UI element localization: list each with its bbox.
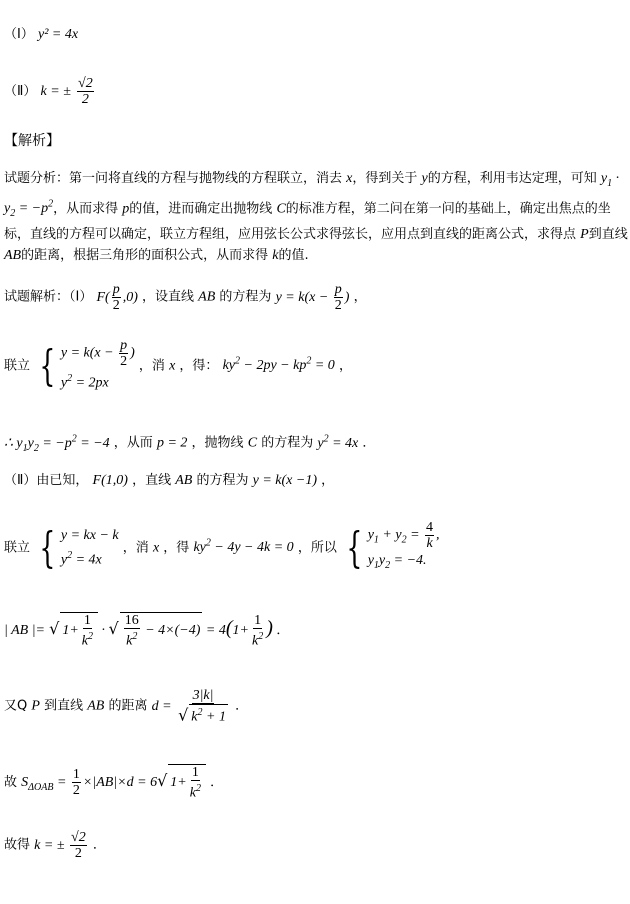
brace-icon: {	[346, 522, 363, 572]
text: ，所以	[297, 540, 337, 556]
brace-icon: {	[39, 522, 56, 572]
answer-part1	[4, 26, 78, 44]
text: 联立	[4, 358, 31, 374]
math-symbol: AB	[175, 473, 193, 488]
math-symbol: x	[346, 171, 353, 186]
answer-part2	[4, 76, 96, 107]
line-equation: y = k(x − $\frac{p}{2}$ )	[275, 282, 350, 313]
answer-expression: y² = 4x	[37, 27, 79, 42]
product-expression: ∴ $y_1y_2 = -p^2 = -4$	[4, 433, 110, 454]
distance-expression: d = $\frac{3|k|}{√ k^2 + 1}$	[151, 688, 226, 725]
text: ，	[321, 473, 335, 488]
text: ，消	[122, 540, 149, 556]
text: ，设直线	[142, 289, 195, 305]
brace-icon: {	[39, 340, 56, 390]
quadratic-equation: $ky^2 - 4y - 4k = 0$	[193, 537, 294, 556]
math-expression: y = k(x −1)	[252, 473, 318, 488]
text: 的值.	[278, 248, 309, 264]
text: ．	[210, 775, 224, 791]
text: ．	[276, 623, 290, 639]
text: 的距离，根据三角形的面积公式，从而求得	[21, 248, 269, 264]
analysis-paragraph	[4, 168, 628, 266]
text: 又Q	[4, 698, 28, 714]
text: 第一问将直线的方程与抛物线的方程联立，消去	[69, 171, 343, 186]
analysis-label: 试题分析：	[4, 171, 70, 186]
math-symbol: AB	[87, 698, 105, 714]
math-symbol: P	[31, 698, 40, 714]
text: 的方程，利用韦达定理，可知	[427, 171, 597, 186]
math-symbol: x	[152, 540, 160, 556]
part-label: （Ⅰ）	[4, 27, 34, 42]
math-symbol: p	[122, 201, 130, 217]
text: ．	[362, 435, 376, 451]
math-expression: p = 2	[156, 435, 188, 451]
area-expression: $S_{\Delta OAB}$ = $\frac{1}{2}$ ×|AB|×d = 6√ 1+ $\frac{1}{k^2}$	[21, 775, 206, 790]
text: 故	[4, 775, 18, 791]
chord-length-expression: √ 1+ $\frac{1}{k^2}$ · √ $\frac{16}{k^2}$ − 4×(−4) = 4(1+ $\frac{1}{k^2}$ )	[49, 613, 273, 649]
text: ，	[338, 358, 352, 374]
text: 到直线	[588, 227, 628, 243]
text: ．	[92, 837, 106, 853]
final-expression: k = ± $\frac{√2}{2}$	[34, 830, 86, 861]
text: ，得到关于	[352, 171, 418, 186]
text: ，	[353, 289, 367, 305]
text: 的值，进而确定出抛物线	[129, 201, 273, 217]
text: ，从而求得	[53, 201, 119, 217]
solution-line-1	[4, 282, 367, 313]
text: ，消	[138, 358, 165, 374]
numerator: √2	[78, 76, 93, 91]
text: ，得	[163, 540, 190, 556]
text: ，直线	[132, 473, 172, 488]
text: 故得	[4, 837, 31, 853]
text: 的距离	[108, 698, 148, 714]
math-symbol: AB	[198, 289, 216, 305]
math-symbol: x	[169, 358, 176, 374]
solution-label: 试题解析：（Ⅰ）	[4, 289, 93, 305]
final-answer-line	[4, 830, 106, 861]
math-symbol: C	[276, 201, 286, 217]
quadratic-equation: $ky^2 - 2py - kp^2 = 0$	[222, 355, 335, 374]
system-line-2	[4, 520, 440, 576]
vieta-system: { $y_1 + y_2$ = $\frac{4}{k}$ , $y_1y_2 = -4$.	[346, 520, 440, 572]
chord-length-line	[4, 612, 289, 649]
vieta-expression: $y_1 \cdot y_2 = -p^2$	[4, 171, 620, 220]
solution-line-2	[4, 430, 375, 457]
math-symbol: y	[421, 171, 428, 186]
math-expression: | AB |=	[4, 623, 45, 639]
answer-expression: k = ±	[40, 84, 71, 99]
text: 的方程为	[219, 289, 272, 305]
area-line	[4, 764, 223, 801]
math-symbol: AB	[4, 248, 22, 264]
system-line-1	[4, 338, 352, 394]
text: 到直线	[44, 698, 84, 714]
distance-line	[4, 688, 248, 725]
parabola-equation: $y^2 = 4x$	[317, 433, 359, 451]
text: 的标准方程，第二问在第一问的基础上，确定出焦点的坐标，直线的方程可以确定，联立方程组，应用弦长公式求得弦长，应用点到直线的距离公式，求得点	[4, 201, 611, 243]
part-label: （Ⅱ）	[4, 84, 37, 99]
text: 联立	[4, 540, 31, 556]
equation-system: { y = kx − k $y^2 = 4x$	[39, 522, 119, 572]
text: ，得：	[179, 358, 219, 374]
text: ．	[235, 698, 249, 714]
part2-intro	[4, 472, 334, 490]
math-expression: F(1,0)	[92, 473, 128, 488]
text: 的方程为	[196, 473, 249, 488]
text: （Ⅱ）由已知，	[4, 473, 89, 488]
fraction	[77, 76, 94, 107]
section-heading: 【解析】	[4, 133, 60, 149]
denominator: 2	[81, 92, 89, 107]
text: ，抛物线	[191, 435, 244, 451]
math-symbol: C	[247, 435, 258, 451]
math-symbol: k	[272, 248, 279, 264]
equation-system: { y = k(x − $\frac{p}{2}$ ) $y^2 = 2px$	[39, 338, 135, 391]
math-symbol: P	[580, 227, 589, 243]
text: ，从而	[113, 435, 153, 451]
text: 的方程为	[261, 435, 314, 451]
focus-expression: F( $\frac{p}{2}$ ,0)	[96, 282, 138, 313]
